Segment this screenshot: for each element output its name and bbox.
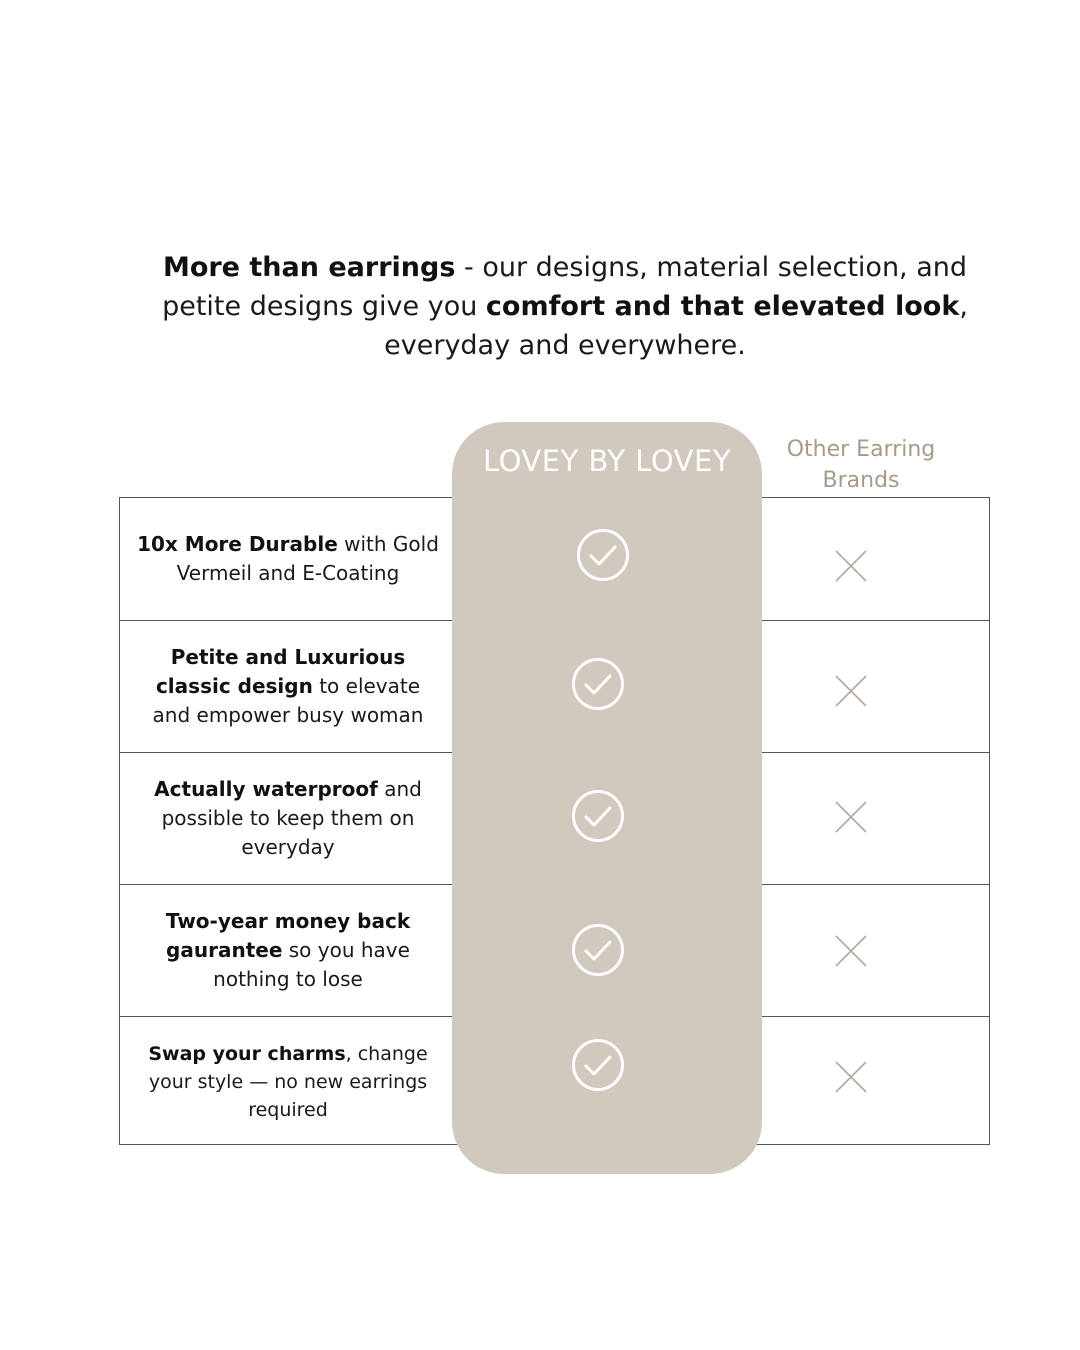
x-icon [834,674,868,708]
feature-text [136,643,440,730]
feature-text [136,530,440,588]
intro-bold-2: comfort and that elevated look [485,291,960,322]
check-circle-icon [571,789,625,843]
feature-bold: Two-year money back gaurantee [165,909,411,962]
feature-text [136,775,440,862]
x-icon [834,549,868,583]
feature-rest: with Gold Vermeil and E-Coating [176,532,439,585]
feature-rest: so you have nothing to lose [213,938,410,991]
feature-bold: 10x More Durable [137,532,338,556]
x-icon [834,1060,868,1094]
feature-rest: to elevate and empower busy woman [152,674,424,727]
intro-text-3: , everyday and everywhere. [384,291,968,361]
check-circle-icon [576,528,630,582]
check-circle-icon [571,657,625,711]
check-circle-icon [571,1038,625,1092]
x-icon [834,934,868,968]
intro-bold-1: More than earrings [162,252,456,283]
feature-rest: and possible to keep them on everyday [161,777,422,859]
x-icon [834,800,868,834]
feature-bold: Swap your charms [148,1043,346,1065]
brand-column-title: LOVEY BY LOVEY [482,444,732,478]
other-column-title: Other Earring Brands [786,437,936,493]
feature-bold: Petite and Luxurious classic design [155,645,406,698]
check-circle-icon [571,923,625,977]
feature-text [136,907,440,994]
feature-text [136,1040,440,1124]
feature-rest: , change your style — no new earrings required [148,1043,428,1121]
intro-text-2: - our designs, material selection, and petite designs give you [162,252,968,322]
feature-bold: Actually waterproof [154,777,378,801]
intro-text [120,248,1010,365]
